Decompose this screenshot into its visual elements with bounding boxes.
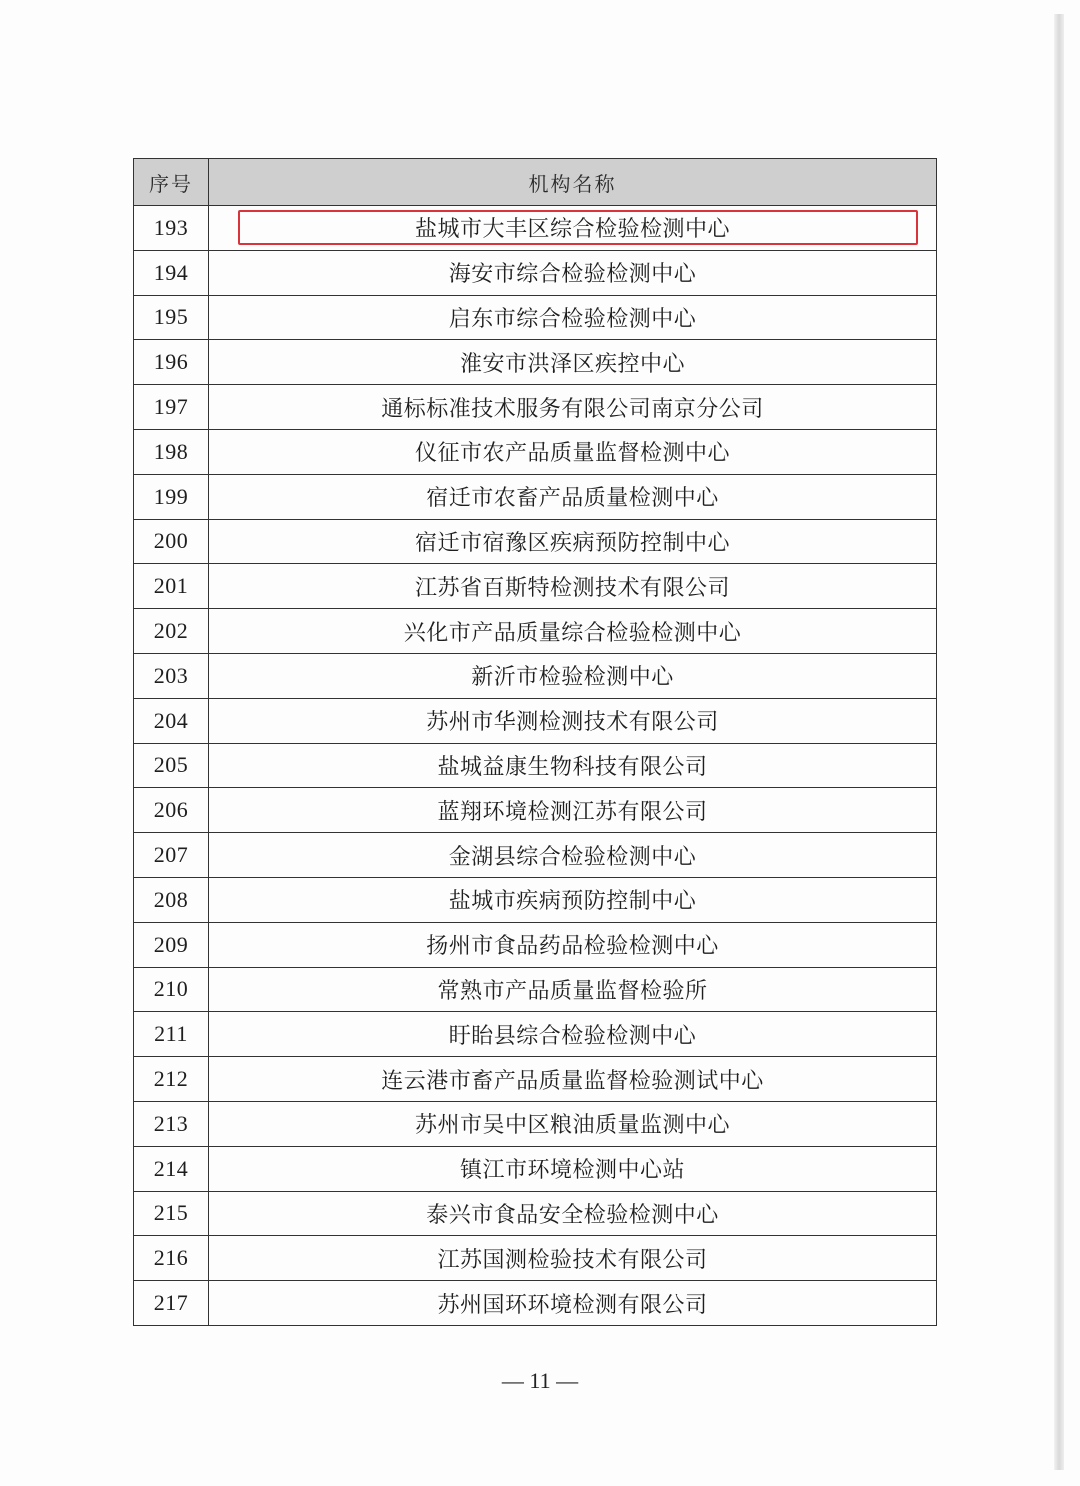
row-serial-number: 203 — [134, 653, 209, 698]
row-serial-number: 208 — [134, 877, 209, 922]
table-row — [134, 1281, 937, 1326]
row-institution-name: 盐城市疾病预防控制中心 — [209, 877, 937, 922]
header-institution-name: 机构名称 — [209, 159, 937, 206]
row-serial-number: 216 — [134, 1236, 209, 1281]
header-serial-number: 序号 — [134, 159, 209, 206]
table-row — [134, 653, 937, 698]
row-institution-name: 苏州市吴中区粮油质量监测中心 — [209, 1101, 937, 1146]
row-institution-name: 新沂市检验检测中心 — [209, 653, 937, 698]
row-institution-name: 常熟市产品质量监督检验所 — [209, 967, 937, 1012]
row-serial-number: 213 — [134, 1101, 209, 1146]
row-institution-name: 启东市综合检验检测中心 — [209, 295, 937, 340]
table-row — [134, 1236, 937, 1281]
row-institution-name: 蓝翔环境检测江苏有限公司 — [209, 788, 937, 833]
row-institution-name: 江苏省百斯特检测技术有限公司 — [209, 564, 937, 609]
row-serial-number: 195 — [134, 295, 209, 340]
row-serial-number: 204 — [134, 698, 209, 743]
row-serial-number: 196 — [134, 340, 209, 385]
institution-table — [133, 158, 937, 1326]
row-institution-name: 兴化市产品质量综合检验检测中心 — [209, 609, 937, 654]
table-row — [134, 1191, 937, 1236]
row-institution-name: 江苏国测检验技术有限公司 — [209, 1236, 937, 1281]
row-serial-number: 211 — [134, 1012, 209, 1057]
row-serial-number: 205 — [134, 743, 209, 788]
row-serial-number: 193 — [134, 206, 209, 251]
row-institution-name: 苏州国环环境检测有限公司 — [209, 1281, 937, 1326]
institution-table-wrapper — [133, 158, 936, 1326]
table-row — [134, 474, 937, 519]
table-row — [134, 206, 937, 251]
table-body — [134, 206, 937, 1326]
table-row — [134, 877, 937, 922]
row-serial-number: 215 — [134, 1191, 209, 1236]
table-row — [134, 1012, 937, 1057]
page-number: — 11 — — [501, 1368, 579, 1393]
table-row — [134, 788, 937, 833]
table-row — [134, 385, 937, 430]
row-serial-number: 201 — [134, 564, 209, 609]
table-row — [134, 743, 937, 788]
row-institution-name: 通标标准技术服务有限公司南京分公司 — [209, 385, 937, 430]
row-serial-number: 197 — [134, 385, 209, 430]
row-institution-name: 淮安市洪泽区疾控中心 — [209, 340, 937, 385]
row-serial-number: 198 — [134, 429, 209, 474]
row-institution-name: 泰兴市食品安全检验检测中心 — [209, 1191, 937, 1236]
table-row — [134, 698, 937, 743]
row-serial-number: 210 — [134, 967, 209, 1012]
table-row — [134, 564, 937, 609]
row-serial-number: 214 — [134, 1146, 209, 1191]
row-institution-name: 扬州市食品药品检验检测中心 — [209, 922, 937, 967]
row-institution-name: 宿迁市农畜产品质量检测中心 — [209, 474, 937, 519]
row-serial-number: 209 — [134, 922, 209, 967]
row-serial-number: 217 — [134, 1281, 209, 1326]
table-row — [134, 250, 937, 295]
table-header-row — [134, 159, 937, 206]
table-row — [134, 1146, 937, 1191]
table-row — [134, 967, 937, 1012]
row-institution-name: 盐城益康生物科技有限公司 — [209, 743, 937, 788]
table-row — [134, 609, 937, 654]
row-serial-number: 202 — [134, 609, 209, 654]
row-serial-number: 199 — [134, 474, 209, 519]
row-serial-number: 207 — [134, 833, 209, 878]
row-serial-number: 212 — [134, 1057, 209, 1102]
table-row — [134, 1101, 937, 1146]
row-serial-number: 206 — [134, 788, 209, 833]
row-serial-number: 194 — [134, 250, 209, 295]
table-row — [134, 922, 937, 967]
table-row — [134, 340, 937, 385]
table-row — [134, 429, 937, 474]
row-institution-name: 盱眙县综合检验检测中心 — [209, 1012, 937, 1057]
row-institution-name: 仪征市农产品质量监督检测中心 — [209, 429, 937, 474]
row-institution-name: 苏州市华测检测技术有限公司 — [209, 698, 937, 743]
table-row — [134, 519, 937, 564]
row-institution-name: 金湖县综合检验检测中心 — [209, 833, 937, 878]
table-row — [134, 833, 937, 878]
row-institution-name: 盐城市大丰区综合检验检测中心 — [209, 206, 937, 251]
scan-edge-shadow — [1054, 14, 1064, 1470]
row-institution-name: 海安市综合检验检测中心 — [209, 250, 937, 295]
row-serial-number: 200 — [134, 519, 209, 564]
row-institution-name: 连云港市畜产品质量监督检验测试中心 — [209, 1057, 937, 1102]
row-institution-name: 镇江市环境检测中心站 — [209, 1146, 937, 1191]
table-row — [134, 1057, 937, 1102]
row-institution-name: 宿迁市宿豫区疾病预防控制中心 — [209, 519, 937, 564]
table-row — [134, 295, 937, 340]
